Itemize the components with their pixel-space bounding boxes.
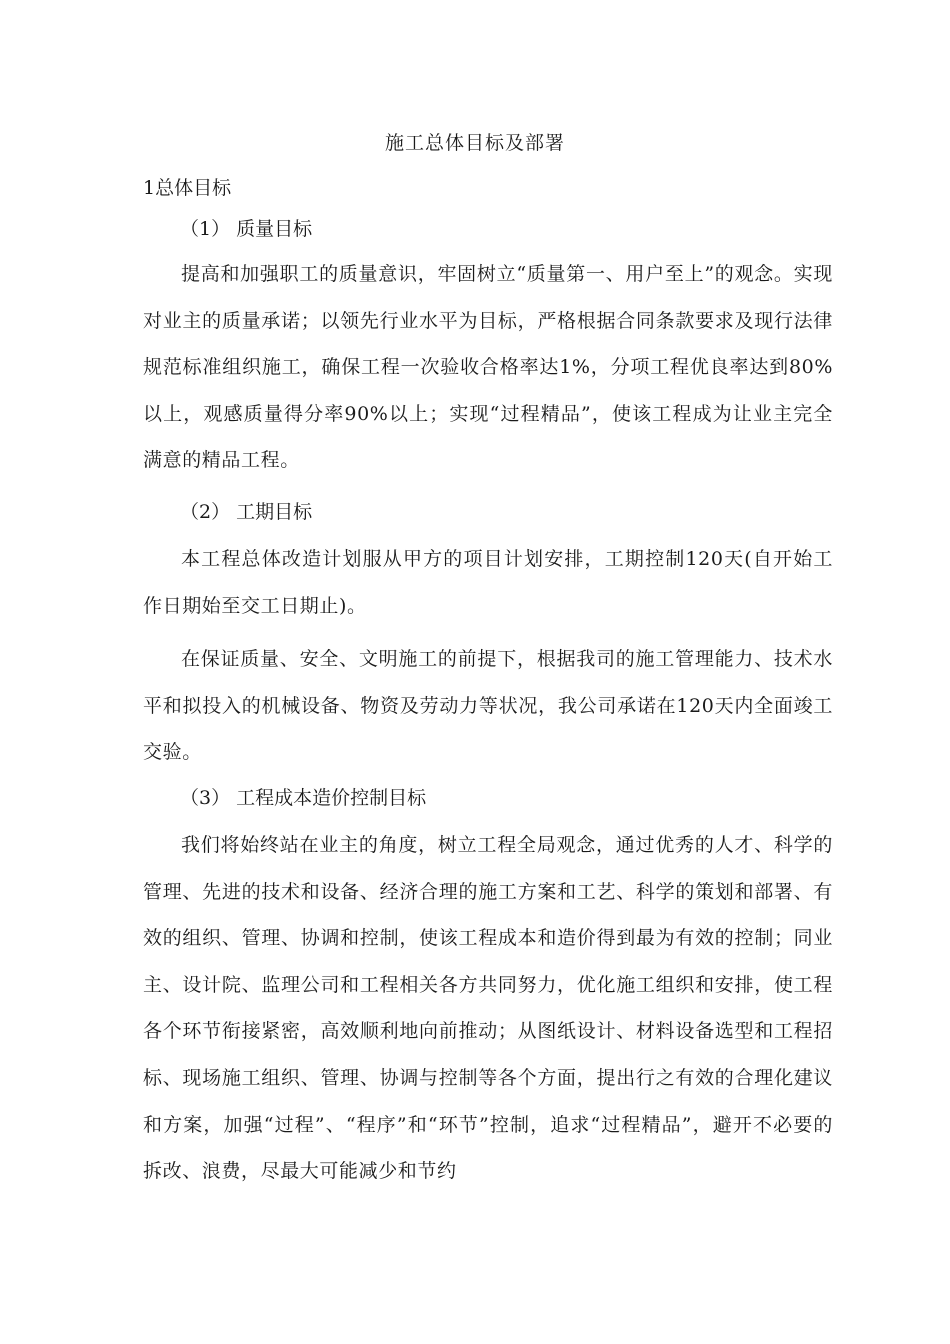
paragraph-quality-goal: 提高和加强职工的质量意识，牢固树立“质量第一、用户至上”的观念。实现对业主的质量承诺；以领先行业水平为目标，严格根据合同条款要求及现行法律规范标准组织施工，确保工程一次验收合格率达1%，分项工程优良率达到80%以上，观感质量得分率90%以上；实现“过程精品”，使该工程成为让业主完全满意的精品工程。 (143, 263, 833, 472)
paragraph-schedule-commitment: 在保证质量、安全、文明施工的前提下，根据我司的施工管理能力、技术水平和拟投入的机械设备、物资及劳动力等状况，我公司承诺在120天内全面竣工交验。 (143, 648, 833, 764)
paragraph-cost-goal: 我们将始终站在业主的角度，树立工程全局观念，通过优秀的人才、科学的管理、先进的技术和设备、经济合理的施工方案和工艺、科学的策划和部署、有效的组织、管理、协调和控制，使该工程成本和造价得到最为有效的控制；同业主、设计院、监理公司和工程相关各方共同努力，优化施工组织和安排，使工程各个环节衔接紧密，高效顺利地向前推动；从图纸设计、材料设备选型和工程招标、现场施工组织、管理、协调与控制等各个方面，提出行之有效的合理化建议和方案，加强“过程”、“程序”和“环节”控制，追求“过程精品”，避开不必要的拆改、浪费，尽最大可能减少和节约 (143, 834, 833, 1183)
paragraph-schedule-plan: 本工程总体改造计划服从甲方的项目计划安排，工期控制120天(自开始工作日期始至交工日期止)。 (143, 548, 833, 617)
subheading-schedule-goal: （2） 工期目标 (180, 501, 313, 523)
subheading-cost-goal: （3） 工程成本造价控制目标 (180, 787, 427, 809)
subheading-quality-goal: （1） 质量目标 (180, 218, 313, 240)
section-heading-overall-goals: 1总体目标 (143, 177, 232, 199)
document-title: 施工总体目标及部署 (384, 132, 565, 154)
